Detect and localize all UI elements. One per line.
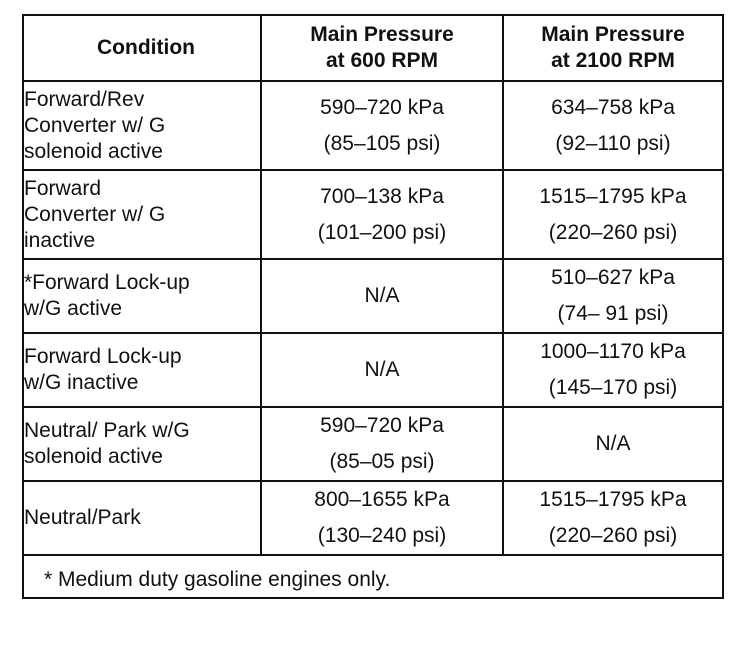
header-condition: Condition	[24, 16, 261, 81]
table-row	[24, 259, 722, 333]
pressure-2100-cell: N/A	[503, 407, 722, 481]
pressure-2100-cell: 1515–1795 kPa (220–260 psi)	[503, 481, 722, 555]
pressure-2100-cell: 634–758 kPa (92–110 psi)	[503, 81, 722, 170]
condition-cell: Neutral/ Park w/G solenoid active	[24, 407, 261, 481]
header-600-rpm: Main Pressure at 600 RPM	[261, 16, 503, 81]
pressure-600-cell: N/A	[261, 333, 503, 407]
condition-cell: Forward Converter w/ G inactive	[24, 170, 261, 259]
table-row	[24, 81, 722, 170]
table-row	[24, 481, 722, 555]
condition-cell: Forward/Rev Converter w/ G solenoid active	[24, 81, 261, 170]
condition-cell: *Forward Lock-up w/G active	[24, 259, 261, 333]
pressure-600-cell: 800–1655 kPa (130–240 psi)	[261, 481, 503, 555]
pressure-600-cell: N/A	[261, 259, 503, 333]
pressure-2100-cell: 1000–1170 kPa (145–170 psi)	[503, 333, 722, 407]
table-row	[24, 170, 722, 259]
header-2100-rpm: Main Pressure at 2100 RPM	[503, 16, 722, 81]
pressure-600-cell: 590–720 kPa (85–105 psi)	[261, 81, 503, 170]
table-row	[24, 407, 722, 481]
pressure-spec-table	[24, 16, 722, 556]
condition-cell: Neutral/Park	[24, 481, 261, 555]
pressure-600-cell: 590–720 kPa (85–05 psi)	[261, 407, 503, 481]
pressure-spec-table-frame	[22, 14, 724, 599]
pressure-2100-cell: 1515–1795 kPa (220–260 psi)	[503, 170, 722, 259]
pressure-600-cell: 700–138 kPa (101–200 psi)	[261, 170, 503, 259]
footnote: * Medium duty gasoline engines only.	[44, 568, 391, 591]
header-row	[24, 16, 722, 81]
table-row	[24, 333, 722, 407]
condition-cell: Forward Lock-up w/G inactive	[24, 333, 261, 407]
pressure-2100-cell: 510–627 kPa (74– 91 psi)	[503, 259, 722, 333]
